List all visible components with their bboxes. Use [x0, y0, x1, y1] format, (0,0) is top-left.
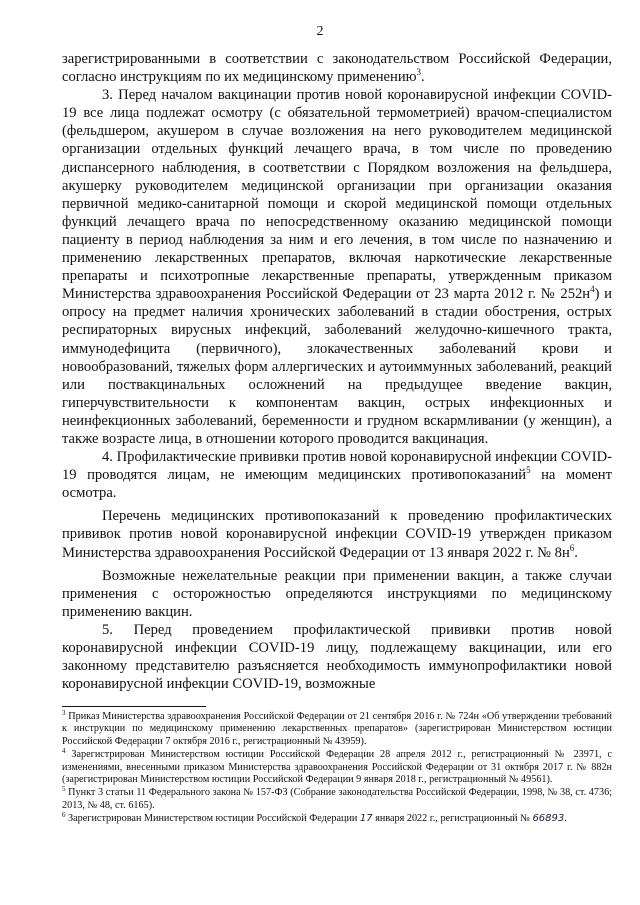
footnote-text: Приказ Министерства здравоохранения Российской Федерации от 21 сентября 2016 г. № 724н «Об утверждении требований к инструкции по медицинскому применению лекарственных препаратов» (зарегистрирован Министерством юстиции Российской Федерации 7 октября 2016 г., регистрационный № 43959). — [62, 711, 613, 747]
handwritten-registration-number: 66893 — [532, 813, 565, 825]
footnote-ref: 6 — [569, 542, 575, 553]
paragraph-contraindications — [62, 507, 612, 561]
footnote-text: Зарегистрирован Министерством юстиции Российской Федерации — [68, 813, 360, 825]
paragraph-text: на момент осмотра. — [62, 467, 612, 502]
footnote-ref: 3 — [416, 67, 422, 78]
page-number: 2 — [316, 24, 324, 39]
paragraph-text: . — [574, 544, 578, 561]
footnote-mark: 3 — [62, 709, 66, 717]
footnote-text: Зарегистрирован Министерством юстиции Российской Федерации 28 апреля 2012 г., регистрационный № 23971, с изменениями, внесенными приказом Министерства здравоохранения Российской Федерации от 31 октября 2017 г. № 882н (зарегистрирован Министерством юстиции Российской Федерации 9 января 2018 г., регистрационный № 49561). — [62, 749, 613, 786]
paragraph-continuation — [62, 50, 612, 86]
paragraph-text: Перечень медицинских противопоказаний к проведению профилактических прививок против новой коронавирусной инфекции COVID-19 утвержден приказом Министерства здравоохранения Российской Федерации от 13 января 2022 г. № 8н — [62, 508, 612, 561]
footnote-ref: 4 — [590, 284, 595, 295]
footnote-mark: 5 — [62, 785, 66, 794]
paragraph-text: Возможные нежелательные реакции при применении вакцин, а также случаи применения с осторожностью определяются инструкциями по медицинскому применению вакцин. — [62, 567, 612, 620]
document-body — [62, 50, 612, 693]
paragraph-adverse-reactions — [62, 567, 612, 621]
footnote-4 — [62, 749, 612, 786]
paragraph-text: зарегистрированными в соответствии с законодательством Российской Федерации, согласно инструкциям по их медицинскому применению — [62, 51, 612, 86]
footnote-text: января 2022 г., регистрационный № — [372, 813, 533, 825]
paragraph-item-4 — [62, 448, 612, 502]
footnote-mark: 4 — [62, 747, 66, 756]
paragraph-text: . — [421, 69, 425, 86]
footnote-5 — [62, 787, 612, 812]
footnote-text: . — [564, 813, 567, 825]
paragraph-text: 5. Перед проведением профилактической прививки против новой коронавирусной инфекции COVID-19 лицу, подлежащему вакцинации, или его законному представителю разъясняется необходимость иммунопрофилактики новой коронавирусной инфекции COVID-19, возможные — [62, 621, 612, 693]
paragraph-text: 3. Перед началом вакцинации против новой коронавирусной инфекции COVID-19 все лица подлежат осмотру (с обязательной термометрией) врачом-специалистом (фельдшером, акушером в случае возложения на него руководителем медицинской организации отдельных функций лечащего врача, в том числе по проведению диспансерного наблюдения, в соответствии с Порядком возложения на фельдшера, акушерку руководителем медицинской организации при организации оказания первичной медико-санитарной помощи и скорой медицинской помощи отдельных функций лечащего врача по непосредственному оказанию медицинской помощи пациенту в период наблюдения за ним и его лечения, в том числе по назначению и применению лекарственных препаратов, включая наркотические лекарственные препараты и психотропные лекарственные препараты, утвержденным приказом Министерства здравоохранения Российской Федерации от 23 марта 2012 г. № 252н — [62, 87, 612, 303]
footnote-ref: 5 — [526, 465, 531, 476]
paragraph-item-5 — [62, 621, 612, 693]
paragraph-text: ) и опросу на предмет наличия хронических заболеваний в стадии обострения, острых респираторных вирусных инфекций, заболеваний желудочно-кишечного тракта, иммунодефицита (первичного), злокачественных заболеваний крови и новообразований, тяжелых форм аллергических и аутоиммунных заболеваний, реакций или поствакцинальных осложнений на предыдущее введение вакцин, гиперчувствительности к компонентам вакцин, острых инфекционных и неинфекционных заболеваний, беременности и грудном вскармливании (у женщин), а также возрасте лица, в отношении которого проводится вакцинация. — [62, 286, 612, 447]
footnotes — [62, 711, 612, 827]
paragraph-text: 4. Профилактические прививки против новой коронавирусной инфекции COVID-19 проводятся лицам, не имеющим медицинских противопоказаний — [62, 449, 612, 484]
handwritten-day: 17 — [359, 813, 373, 825]
footnote-mark: 6 — [62, 811, 66, 820]
paragraph-item-3 — [62, 86, 612, 448]
footnote-divider — [62, 706, 206, 707]
footnote-6 — [62, 813, 612, 825]
footnote-text: Пункт 3 статьи 11 Федерального закона № 157-ФЗ (Собрание законодательства Российской Федерации, 1998, № 38, ст. 4736; 2013, № 48, ст. 6165). — [62, 787, 613, 811]
footnote-3 — [62, 711, 612, 748]
